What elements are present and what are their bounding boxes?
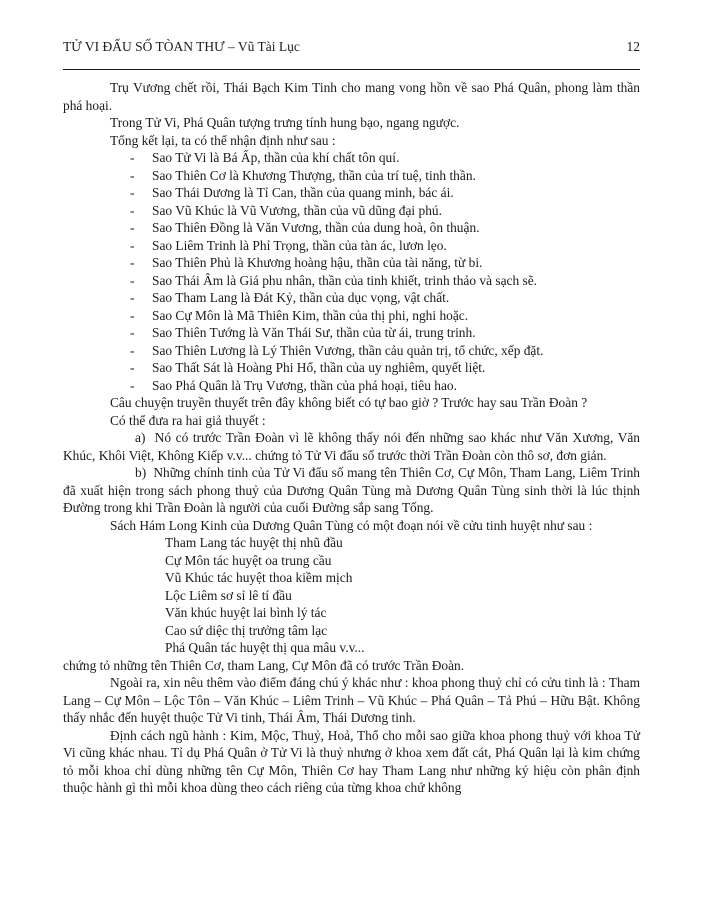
list-dash: - [130, 360, 135, 375]
star-list-item-text: Sao Tham Lang là Đát Kỷ, thần của dục vọng, vật chất. [152, 290, 450, 305]
paragraph-intro-1: Trụ Vương chết rồi, Thái Bạch Kim Tinh cho mang vong hồn về sao Phá Quân, phong làm thần phá hoại. [63, 80, 640, 113]
paragraph-intro-3: Tổng kết lại, ta có thể nhận định như sau : [110, 132, 336, 148]
header-divider [63, 69, 640, 70]
star-list-item [63, 342, 640, 360]
verse-line: Lộc Liêm sơ sỉ lê tí đầu [165, 587, 292, 603]
star-list-item [63, 359, 640, 377]
paragraph-intro-2: Trong Tử Vi, Phá Quân tượng trưng tính hung bạo, ngang ngược. [110, 115, 460, 130]
list-dash: - [130, 290, 135, 305]
star-list-item [63, 254, 640, 272]
star-list-item [63, 237, 640, 255]
list-dash: - [130, 255, 135, 270]
star-attribute-list [63, 149, 640, 394]
paragraph-ngoai-ra: Ngoài ra, xin nêu thêm vào điểm đáng chú ý khác như : khoa phong thuỷ chỉ có cửu tinh là : Tham Lang – Cự Môn – Lộc Tôn – Văn Khúc – Liêm Trinh – Vũ Khúc – Phá Quân – Tả Phú – Hữu Bật. Không thấy nhắc đến huyệt thuộc Tử Vi tinh, Thái Âm, Thái Dương tinh. [63, 675, 640, 725]
star-list-item-text: Sao Thiên Cơ là Khương Thượng, thần của trí tuệ, tinh thần. [152, 167, 476, 183]
list-dash: - [130, 377, 135, 393]
star-list-item-text: Sao Thiên Lương là Lý Thiên Vương, thần cảu quản trị, tổ chức, xếp đặt. [152, 342, 544, 358]
page-body [63, 79, 640, 797]
list-dash: - [130, 167, 135, 183]
star-list-item-text: Sao Tử Vi là Bá Ấp, thần của khí chất tôn quí. [152, 150, 400, 165]
star-list-item-text: Sao Thái Dương là Tỉ Can, thần của quang minh, bác ái. [152, 185, 454, 200]
list-dash: - [130, 237, 135, 253]
paragraph-legend-question: Câu chuyện truyền thuyết trên đây không biết có tự bao giờ ? Trước hay sau Trần Đoàn ? [110, 395, 588, 410]
list-dash: - [130, 220, 135, 235]
verse-line: Phá Quân tác huyệt thị qua mâu v.v... [165, 640, 365, 655]
verse-line: Tham Lang tác huyệt thị nhũ đầu [165, 535, 343, 550]
page-header [63, 38, 640, 55]
star-list-item [63, 219, 640, 237]
verse-line: Vũ Khúc tác huyệt thoa kiềm mịch [165, 570, 353, 585]
verse-line: Cự Môn tác huyệt oa trung cầu [165, 552, 332, 568]
star-list-item-text: Sao Thiên Phủ là Khương hoàng hậu, thần của tài năng, từ bi. [152, 255, 483, 270]
star-list-item [63, 184, 640, 202]
paragraph-hypothesis-b: b) Những chính tinh của Tử Vi đẩu số mang tên Thiên Cơ, Cự Môn, Tham Lang, Liêm Trinh đã xuất hiện trong sách phong thuỷ của Dương Quân Tùng mà Dương Quân Tùng sinh thời là lúc thịnh Đường trong khi Trần Đoàn là người của cuối Đường sắp sang Tống. [63, 465, 640, 515]
star-list-item [63, 167, 640, 185]
star-list-item [63, 324, 640, 342]
list-dash: - [130, 202, 135, 218]
star-list-item [63, 377, 640, 395]
list-dash: - [130, 307, 135, 323]
star-list-item [63, 307, 640, 325]
star-list-item [63, 272, 640, 290]
star-list-item [63, 202, 640, 220]
star-list-item-text: Sao Thất Sát là Hoàng Phi Hổ, thần của uy nghiêm, quyết liệt. [152, 360, 486, 375]
star-list-item [63, 149, 640, 167]
star-list-item-text: Sao Vũ Khúc là Vũ Vương, thần của vũ dũng đại phú. [152, 202, 442, 218]
star-list-item-text: Sao Phá Quân là Trụ Vương, thần của phá hoại, tiêu hao. [152, 377, 457, 393]
paragraph-dinh-cach-ngu-hanh: Định cách ngũ hành : Kim, Mộc, Thuỷ, Hoả, Thổ cho mỗi sao giữa khoa phong thuỷ với khoa Tử Vi cũng khác nhau. Tỉ dụ Phá Quân ở Tử Vi là thuỷ nhưng ở khoa xem đất cát, Phá Quân lại là kim chứng tỏ mỗi khoa chỉ dùng những tên Cự Môn, Thiên Cơ hay Tham Lang như những ký hiệu còn phân định thuộc hành gì thì mỗi khoa dùng theo cách riêng của từng khoa chứ không [63, 727, 640, 795]
star-list-item-text: Sao Thiên Tướng là Văn Thái Sư, thần của từ ái, trung trinh. [152, 325, 476, 340]
paragraph-ham-long-kinh: Sách Hám Long Kinh của Dương Quân Tùng có một đoạn nói về cửu tinh huyệt như sau : [110, 517, 593, 533]
list-dash: - [130, 272, 135, 288]
paragraph-conclusion: chứng tỏ những tên Thiên Cơ, tham Lang, Cự Môn đã có trước Trần Đoàn. [63, 657, 465, 673]
paragraph-two-hypotheses: Có thể đưa ra hai giả thuyết : [110, 412, 266, 428]
list-dash: - [130, 185, 135, 200]
star-list-item-text: Sao Thái Âm là Giá phu nhân, thần của tinh khiết, trinh thảo và sạch sẽ. [152, 272, 538, 288]
star-list-item [63, 289, 640, 307]
star-list-item-text: Sao Thiên Đồng là Văn Vương, thần của dung hoà, ôn thuận. [152, 220, 480, 235]
star-list-item-text: Sao Cự Môn là Mã Thiên Kim, thần của thị phi, nghi hoặc. [152, 307, 469, 323]
list-dash: - [130, 150, 135, 165]
verse-block [63, 534, 640, 657]
list-dash: - [130, 325, 135, 340]
header-title: TỬ VI ĐẨU SỐ TÒAN THƯ – Vũ Tài Lục [63, 39, 300, 54]
page-number: 12 [626, 39, 640, 54]
verse-line: Cao sứ diệc thị trưởng tâm lạc [165, 622, 328, 638]
star-list-item-text: Sao Liêm Trinh là Phỉ Trọng, thần của tàn ác, lươn lẹo. [152, 237, 447, 253]
list-dash: - [130, 342, 135, 358]
paragraph-hypothesis-a: a) Nó có trước Trần Đoàn vì lẽ không thấy nói đến những sao khác như Văn Xương, Văn Khúc, Khôi Việt, Không Kiếp v.v... chứng tỏ Tử Vi đẩu số trước thời Trần Đoàn còn thô sơ, đơn giản. [63, 430, 640, 463]
verse-line: Văn khúc huyệt lai bình lý tác [165, 605, 327, 620]
